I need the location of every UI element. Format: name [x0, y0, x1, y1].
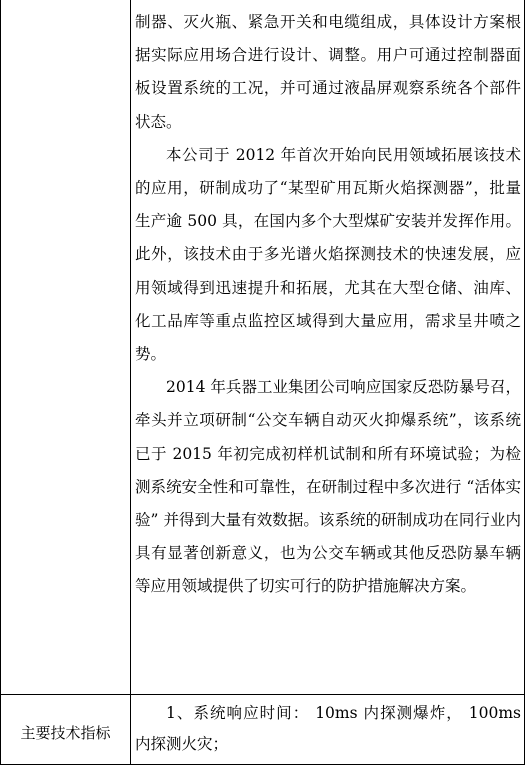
paragraph-civil-application: 本公司于 2012 年首次开始向民用领域拓展该技术的应用，研制成功了“某型矿用瓦斯火焰探测器”，批量生产逾 500 具，在国内多个大型煤矿安装并发挥作用。此外，该技术由于多光谱火焰探测技术的快速发展，应用领域得到迅速提升和拓展，尤其在大型仓储、油库、化工品库等重点监控区域得到大量应用，需求呈井喷之势。	[135, 145, 521, 364]
row-label-technical-indicators: 主要技术指标	[20, 723, 111, 742]
table-row-divider	[0, 694, 525, 695]
paragraph-bus-system: 2014 年兵器工业集团公司响应国家反恐防暴号召，牵头并立项研制“公交车辆自动灭火抑爆系统”，该系统已于 2015 年初完成初样机试制和所有环境试验；为检测系统安全性和可靠性，在研制过程中多次进行 “活体实验” 并得到大量有效数据。该系统的研制成功在同行业内具有显著创新意义，也为公交车辆或其他反恐防暴车辆等应用领域提供了切实可行的防护措施解决方案。	[135, 378, 521, 596]
indicator-item-response-time: 1、系统响应时间： 10ms 内探测爆炸， 100ms 内探测火灾；	[135, 704, 521, 753]
indicators-cell	[135, 698, 521, 764]
description-cell	[135, 6, 521, 694]
table-border-right	[524, 0, 525, 765]
table-border-left	[0, 0, 1, 765]
paragraph-system-composition: 制器、灭火瓶、紧急开关和电缆组成，具体设计方案根据实际应用场合进行设计、调整。用户可通过控制器面板设置系统的工况，并可通过液晶屏观察系统各个部件状态。	[135, 13, 521, 131]
table-column-divider	[130, 0, 131, 765]
